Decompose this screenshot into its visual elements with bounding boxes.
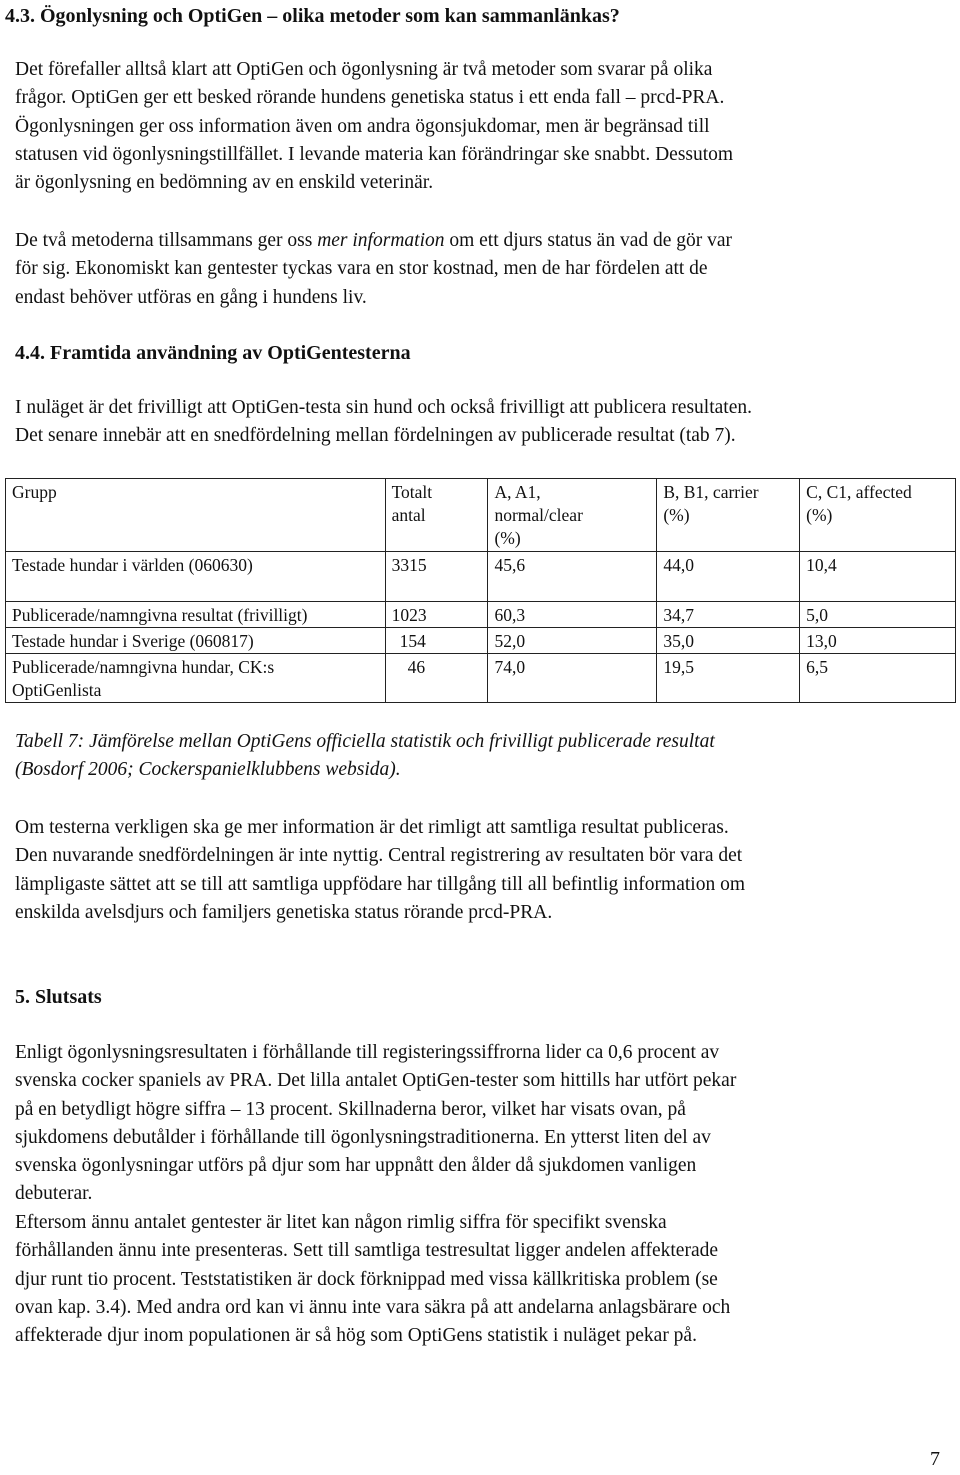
paragraph-5-2 <box>15 1209 945 1350</box>
statistics-table <box>5 478 956 703</box>
table-cell-b: 34,7 <box>657 602 800 628</box>
table-cell-total: 1023 <box>385 602 488 628</box>
table-cell-group: Publicerade/namngivna resultat (frivilligt) <box>6 602 386 628</box>
text-line: lämpligaste sättet att se till att samtliga uppfödare har tillgång till all befintlig information om <box>15 873 745 895</box>
table-cell-group: Testade hundar i världen (060630) <box>6 552 386 602</box>
text-line: De två metoderna tillsammans ger oss mer information om ett djurs status än vad de gör var <box>15 230 733 251</box>
table-cell-a: 52,0 <box>488 628 657 654</box>
paragraph-5-1 <box>15 1039 945 1209</box>
section-heading-4-3: 4.3. Ögonlysning och OptiGen – olika metoder som kan sammanlänkas? <box>5 5 620 27</box>
header-cell-a: A, A1, normal/clear (%) <box>488 479 657 552</box>
table-row <box>6 654 956 703</box>
table-row <box>6 552 956 602</box>
table-cell-a: 45,6 <box>488 552 657 602</box>
table-header-row <box>6 479 956 552</box>
text-line: (Bosdorf 2006; Cockerspanielklubbens websida). <box>15 759 401 781</box>
section-heading-4-4: 4.4. Framtida användning av OptiGentesterna <box>15 342 411 364</box>
table-cell-c: 13,0 <box>800 628 956 654</box>
paragraph-4-3-1 <box>15 56 945 197</box>
table-cell-total: 3315 <box>385 552 488 602</box>
table-caption <box>15 728 945 785</box>
page-number: 7 <box>930 1448 940 1470</box>
text-line: på en betydligt högre siffra – 13 procent. Skillnaderna beror, vilket har visats ovan, på <box>15 1098 686 1120</box>
paragraph-4-3-2 <box>15 227 945 312</box>
text-line: Det förefaller alltså klart att OptiGen och ögonlysning är två metoder som svarar på olika <box>15 59 713 80</box>
text-line: Eftersom ännu antalet gentester är litet kan någon rimlig siffra för specifikt svenska <box>15 1212 667 1233</box>
text-line: för sig. Ekonomiskt kan gentester tyckas vara en stor kostnad, men de har fördelen att de <box>15 258 708 280</box>
table-cell-group: Publicerade/namngivna hundar, CK:s OptiGenlista <box>6 654 386 703</box>
text-line: är ögonlysning en bedömning av en enskild veterinär. <box>15 172 434 194</box>
table-cell-c: 6,5 <box>800 654 956 703</box>
section-heading-5: 5. Slutsats <box>15 986 102 1008</box>
table-cell-b: 44,0 <box>657 552 800 602</box>
text-line: Enligt ögonlysningsresultaten i förhållande till registeringssiffrorna lider ca 0,6 procent av <box>15 1042 720 1063</box>
text-line: svenska ögonlysningar utförs på djur som har uppnått den ålder då sjukdomen vanligen <box>15 1155 697 1177</box>
table-cell-total: 46 <box>385 654 488 703</box>
table-cell-b: 35,0 <box>657 628 800 654</box>
text-line: Om testerna verkligen ska ge mer information är det rimligt att samtliga resultat publiceras. <box>15 817 729 838</box>
header-cell-totalt: Totalt antal <box>385 479 488 552</box>
text-line: Det senare innebär att en snedfördelning mellan fördelningen av publicerade resultat (tab 7). <box>15 425 736 447</box>
text-line: Den nuvarande snedfördelningen är inte nyttig. Central registrering av resultaten bör vara det <box>15 845 743 867</box>
text-line: förhållanden ännu inte presenteras. Sett till samtliga testresultat ligger andelen affekterade <box>15 1240 718 1262</box>
text-line: enskilda avelsdjurs och familjers genetiska status rörande prcd-PRA. <box>15 901 553 923</box>
table-cell-c: 10,4 <box>800 552 956 602</box>
table-cell-c: 5,0 <box>800 602 956 628</box>
text-line: debuterar. <box>15 1183 93 1205</box>
header-cell-b: B, B1, carrier (%) <box>657 479 800 552</box>
paragraph-after-table <box>15 814 945 927</box>
table-cell-a: 74,0 <box>488 654 657 703</box>
text-line: Ögonlysningen ger oss information även om andra ögonsjukdomar, men är begränsad till <box>15 115 710 137</box>
text-line: ovan kap. 3.4). Med andra ord kan vi ännu inte vara säkra på att andelarna anlagsbärare och <box>15 1296 731 1318</box>
table-row <box>6 602 956 628</box>
text-line: frågor. OptiGen ger ett besked rörande hundens genetiska status i ett enda fall – prcd-PRA. <box>15 87 725 109</box>
text-line: sjukdomens debutålder i förhållande till ögonlysningstraditionerna. En ytterst liten del av <box>15 1126 711 1148</box>
text-line: I nuläget är det frivilligt att OptiGen-testa sin hund och också frivilligt att publicera resultaten. <box>15 397 752 418</box>
table-cell-total: 154 <box>385 628 488 654</box>
paragraph-4-4-1 <box>15 394 945 451</box>
table-row <box>6 628 956 654</box>
header-cell-grupp: Grupp <box>6 479 386 552</box>
emphasis-text: mer information <box>317 230 445 251</box>
text-line: djur runt tio procent. Teststatistiken är dock förknippad med vissa källkritiska problem (se <box>15 1268 718 1290</box>
header-cell-c: C, C1, affected (%) <box>800 479 956 552</box>
table-cell-group: Testade hundar i Sverige (060817) <box>6 628 386 654</box>
text-line: svenska cocker spaniels av PRA. Det lilla antalet OptiGen-tester som hittills har utfört pekar <box>15 1070 737 1092</box>
text-line: affekterade djur inom populationen är så hög som OptiGens statistik i nuläget pekar på. <box>15 1325 697 1347</box>
table-cell-a: 60,3 <box>488 602 657 628</box>
table-cell-b: 19,5 <box>657 654 800 703</box>
text-line: Tabell 7: Jämförelse mellan OptiGens officiella statistik och frivilligt publicerade resultat <box>15 731 715 752</box>
text-line: statusen vid ögonlysningstillfället. I levande materia kan förändringar ske snabbt. Dessutom <box>15 143 734 165</box>
text-line: endast behöver utföras en gång i hundens liv. <box>15 286 367 308</box>
